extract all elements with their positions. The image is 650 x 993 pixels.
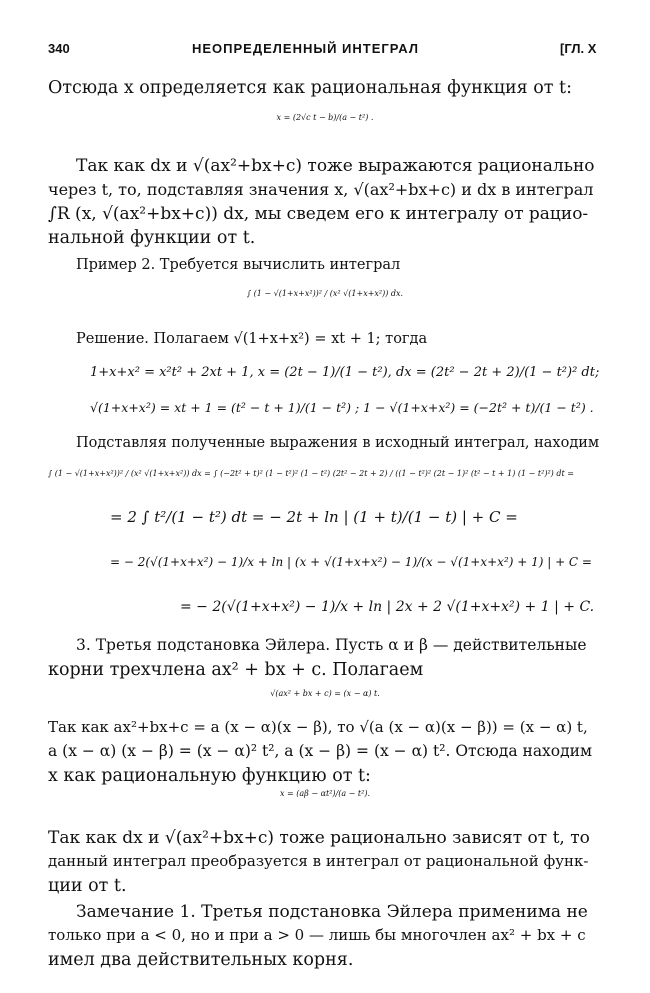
text-line: ∫R (x, √(ax²+bx+c)) dx, мы сведем его к интегралу от рацио-	[48, 204, 589, 224]
text-line: Так как ax²+bx+c = a (x − α)(x − β), то √(a (x − α)(x − β)) = (x − α) t,	[48, 718, 588, 736]
formula-line: x = (2√c t − b)/(a − t²) .	[276, 113, 374, 122]
text-line: имел два действительных корня.	[48, 950, 354, 970]
formula-line: x = (aβ − αt²)/(a − t²).	[279, 789, 370, 798]
text-line: данный интеграл преобразуется в интеграл от рациональной функ-	[48, 852, 589, 870]
chapter-label: [ГЛ. X	[560, 41, 597, 56]
text-line: через t, то, подставляя значения x, √(ax²+bx+c) и dx в интеграл	[48, 180, 594, 199]
formula-line: √(ax² + bx + c) = (x − α) t.	[270, 689, 380, 698]
text-line: a (x − α) (x − β) = (x − α)² t², a (x − β) = (x − α) t². Отсюда находим	[48, 742, 593, 760]
page-number: 340	[48, 41, 70, 56]
formula-line: √(1+x+x²) = xt + 1 = (t² − t + 1)/(1 − t²) ; 1 − √(1+x+x²) = (−2t² + t)/(1 − t²) .	[90, 400, 594, 415]
text-line: x как рациональную функцию от t:	[48, 766, 371, 786]
formula-line: ∫ (1 − √(1+x+x²))² / (x² √(1+x+x²)) dx = ∫ (−2t² + t)² (1 − t²)² (1 − t²) (2t² − 2t + 2) / ((1 − t²)² (2t − 1)² (t² − t + 1) (1 − t²)²) dt =	[48, 469, 574, 478]
text-line: ции от t.	[48, 876, 127, 896]
text-line: Так как dx и √(ax²+bx+c) тоже рационально зависят от t, то	[48, 828, 590, 848]
solution-heading: Решение. Полагаем √(1+x+x²) = xt + 1; тогда	[76, 331, 428, 347]
formula-line: = − 2(√(1+x+x²) − 1)/x + ln | 2x + 2 √(1+x+x²) + 1 | + C.	[180, 599, 595, 615]
text-line: нальной функции от t.	[48, 228, 256, 248]
running-title: НЕОПРЕДЕЛЕННЫЙ ИНТЕГРАЛ	[192, 41, 419, 56]
remark-heading: Замечание 1. Третья подстановка Эйлера применима не	[76, 902, 588, 922]
text-line: Так как dx и √(ax²+bx+c) тоже выражаются рационально	[76, 156, 595, 176]
example-heading: Пример 2. Требуется вычислить интеграл	[76, 257, 401, 273]
text-line: Подставляя полученные выражения в исходный интеграл, находим	[76, 435, 600, 451]
formula-line: ∫ (1 − √(1+x+x²))² / (x² √(1+x+x²)) dx.	[246, 289, 404, 298]
text-line: Отсюда x определяется как рациональная функция от t:	[48, 78, 572, 98]
section-heading: 3. Третья подстановка Эйлера. Пусть α и β — действительные	[76, 636, 587, 654]
formula-line: 1+x+x² = x²t² + 2xt + 1, x = (2t − 1)/(1 − t²), dx = (2t² − 2t + 2)/(1 − t²)² dt;	[90, 365, 600, 380]
formula-line: = 2 ∫ t²/(1 − t²) dt = − 2t + ln | (1 + t)/(1 − t) | + C =	[110, 508, 518, 526]
text-line: корни трехчлена ax² + bx + c. Полагаем	[48, 660, 424, 680]
text-line: только при a < 0, но и при a > 0 — лишь бы многочлен ax² + bx + c	[48, 926, 586, 944]
formula-line: = − 2(√(1+x+x²) − 1)/x + ln | (x + √(1+x+x²) − 1)/(x − √(1+x+x²) + 1) | + C =	[110, 555, 592, 569]
